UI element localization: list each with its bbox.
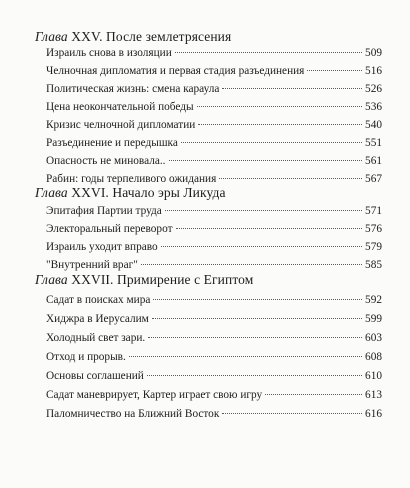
- entry-title: "Внутренний враг": [46, 259, 138, 271]
- entry-title: Садат маневрирует, Картер играет свою игру: [46, 389, 263, 401]
- toc-entry[interactable]: [46, 405, 382, 423]
- toc-entry[interactable]: [46, 80, 382, 98]
- toc-entry[interactable]: [46, 386, 382, 404]
- toc-entry[interactable]: [46, 291, 382, 309]
- chapter-title: Примирение с Египтом: [116, 272, 254, 287]
- dot-leader: [265, 393, 362, 395]
- dot-leader: [169, 159, 363, 161]
- chapter-number: XXVII.: [71, 272, 114, 287]
- entry-page: 567: [365, 173, 382, 185]
- entry-title: Садат в поисках мира: [46, 294, 151, 306]
- toc-entry[interactable]: [46, 44, 382, 62]
- entry-title: Израиль снова в изоляции: [46, 47, 172, 59]
- dot-leader: [219, 177, 362, 179]
- entry-page: 599: [365, 313, 382, 325]
- entry-page: 536: [365, 101, 382, 113]
- toc-entry[interactable]: [46, 98, 382, 116]
- entry-title: Отход и прорыв.: [46, 351, 126, 363]
- entry-page: 551: [365, 137, 382, 149]
- entry-page: 571: [365, 205, 382, 217]
- entry-title: Паломничество на Ближний Восток: [46, 408, 220, 420]
- entry-page: 516: [365, 65, 382, 77]
- chapter-number: XXV.: [71, 29, 103, 44]
- entry-title: Челночная дипломатия и первая стадия разъединения: [46, 65, 305, 77]
- toc-entry[interactable]: [46, 152, 382, 170]
- toc-entry[interactable]: [46, 134, 382, 152]
- dot-leader: [153, 298, 362, 300]
- chapter-label: Глава: [35, 272, 68, 287]
- entry-page: 585: [365, 259, 382, 271]
- toc-entry[interactable]: [46, 202, 382, 220]
- toc-entry[interactable]: [46, 367, 382, 385]
- entry-title: Кризис челночной дипломатии: [46, 119, 196, 131]
- entry-page: 616: [365, 408, 382, 420]
- dot-leader: [176, 227, 363, 229]
- dot-leader: [148, 336, 362, 338]
- dot-leader: [129, 355, 362, 357]
- entry-title: Политическая жизнь: смена караула: [46, 83, 220, 95]
- chapter-heading: [35, 185, 226, 201]
- entry-title: Цена неокончательной победы: [46, 101, 194, 113]
- chapter-title: После землетрясения: [106, 29, 232, 44]
- entry-page: 603: [365, 332, 382, 344]
- entry-page: 579: [365, 241, 382, 253]
- entry-page: 608: [365, 351, 382, 363]
- chapter-title: Начало эры Ликуда: [112, 185, 226, 200]
- dot-leader: [307, 69, 362, 71]
- toc-entry[interactable]: [46, 220, 382, 238]
- toc-entry[interactable]: [46, 116, 382, 134]
- entry-title: Израиль уходит вправо: [46, 241, 158, 253]
- entry-page: 613: [365, 389, 382, 401]
- dot-leader: [161, 245, 362, 247]
- chapter-number: XXVI.: [71, 185, 109, 200]
- chapter-label: Глава: [35, 29, 68, 44]
- dot-leader: [152, 317, 362, 319]
- toc-entry[interactable]: [46, 238, 382, 256]
- entry-page: 561: [365, 155, 382, 167]
- entry-page: 592: [365, 294, 382, 306]
- entry-title: Эпитафия Партии труда: [46, 205, 162, 217]
- entry-title: Основы соглашений: [46, 370, 144, 382]
- chapter-heading: [35, 29, 231, 45]
- dot-leader: [175, 51, 362, 53]
- chapter-label: Глава: [35, 185, 68, 200]
- entry-page: 576: [365, 223, 382, 235]
- entry-page: 540: [365, 119, 382, 131]
- toc-entry[interactable]: [46, 62, 382, 80]
- entry-title: Опасность не миновала..: [46, 155, 166, 167]
- chapter-heading: [35, 272, 253, 288]
- entry-title: Электоральный переворот: [46, 223, 173, 235]
- dot-leader: [222, 412, 362, 414]
- dot-leader: [181, 141, 362, 143]
- dot-leader: [198, 123, 362, 125]
- toc-entry[interactable]: [46, 348, 382, 366]
- entry-title: Холодный свет зари.: [46, 332, 146, 344]
- dot-leader: [165, 209, 362, 211]
- dot-leader: [141, 263, 362, 265]
- dot-leader: [197, 105, 362, 107]
- entry-page: 610: [365, 370, 382, 382]
- toc-entry[interactable]: [46, 329, 382, 347]
- entry-page: 526: [365, 83, 382, 95]
- entry-title: Разъединение и передышка: [46, 137, 178, 149]
- entry-title: Хиджра в Иерусалим: [46, 313, 149, 325]
- dot-leader: [222, 87, 362, 89]
- toc-entry[interactable]: [46, 310, 382, 328]
- dot-leader: [147, 374, 362, 376]
- entry-page: 509: [365, 47, 382, 59]
- entry-title: Рабин: годы терпеливого ожидания: [46, 173, 217, 185]
